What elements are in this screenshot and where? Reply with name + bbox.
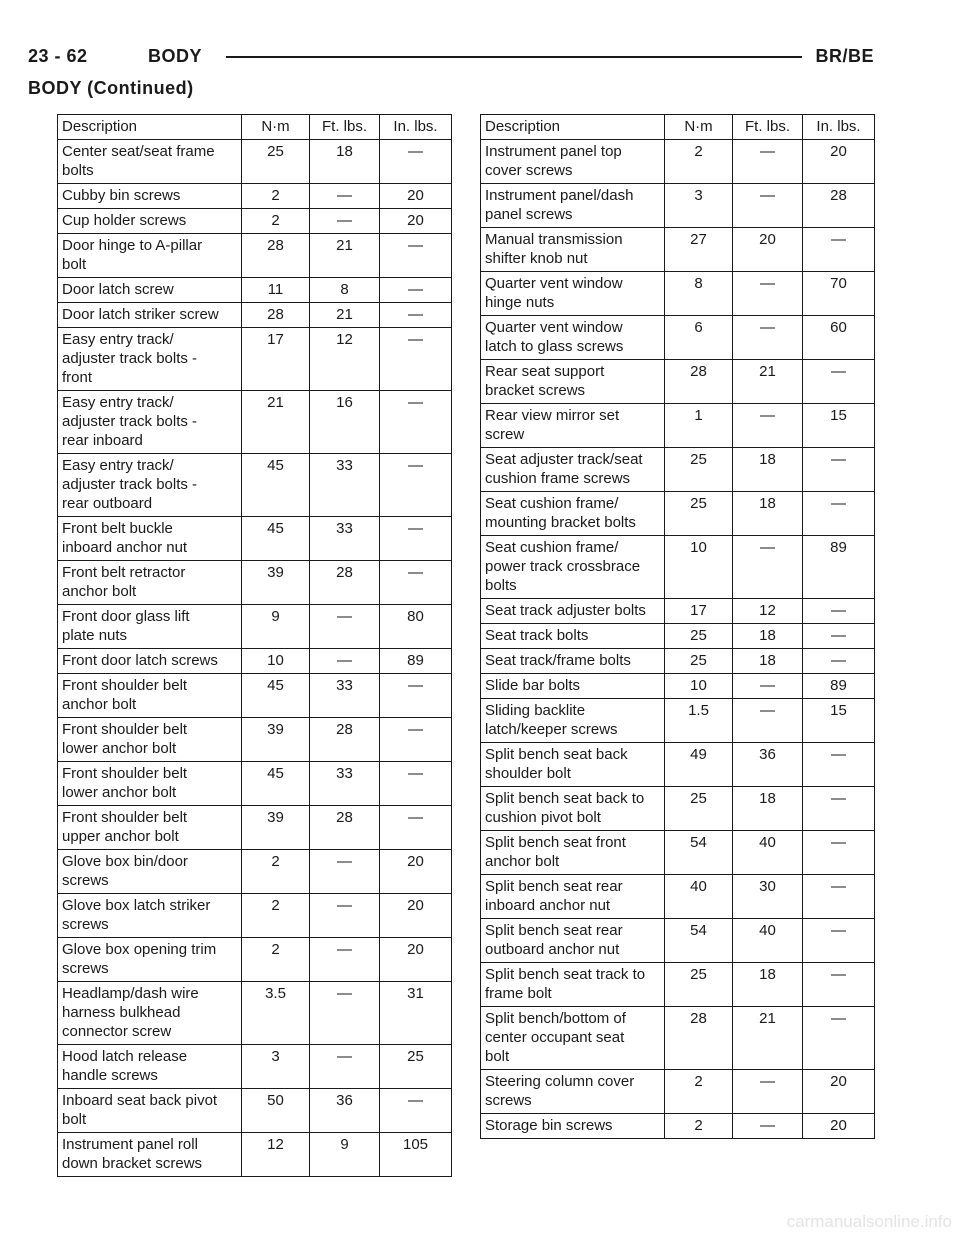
cell-description: Hood latch release handle screws <box>58 1045 242 1089</box>
cell-in-lbs: — <box>803 919 875 963</box>
cell-nm: 1 <box>665 404 733 448</box>
table-row <box>58 718 452 762</box>
column-header-nm: N·m <box>242 115 310 140</box>
cell-nm: 2 <box>242 184 310 209</box>
cell-ft-lbs: 21 <box>733 360 803 404</box>
cell-description: Seat track adjuster bolts <box>481 599 665 624</box>
table-row <box>58 762 452 806</box>
cell-ft-lbs: 30 <box>733 875 803 919</box>
cell-nm: 10 <box>242 649 310 674</box>
cell-nm: 39 <box>242 718 310 762</box>
cell-description: Door latch striker screw <box>58 303 242 328</box>
table-row <box>481 404 875 448</box>
table-row <box>58 894 452 938</box>
model-code: BR/BE <box>815 46 874 66</box>
cell-description: Storage bin screws <box>481 1114 665 1139</box>
table-row <box>481 699 875 743</box>
cell-ft-lbs: 21 <box>310 303 380 328</box>
cell-ft-lbs: — <box>733 536 803 599</box>
cell-in-lbs: — <box>803 649 875 674</box>
cell-ft-lbs: 12 <box>733 599 803 624</box>
cell-description: Split bench seat rear inboard anchor nut <box>481 875 665 919</box>
cell-nm: 3 <box>242 1045 310 1089</box>
cell-ft-lbs: — <box>733 140 803 184</box>
cell-nm: 54 <box>665 919 733 963</box>
cell-in-lbs: — <box>803 963 875 1007</box>
cell-ft-lbs: — <box>310 209 380 234</box>
cell-description: Rear view mirror set screw <box>481 404 665 448</box>
cell-description: Front shoulder belt lower anchor bolt <box>58 762 242 806</box>
cell-ft-lbs: 28 <box>310 806 380 850</box>
cell-description: Glove box opening trim screws <box>58 938 242 982</box>
cell-nm: 25 <box>665 649 733 674</box>
cell-ft-lbs: 28 <box>310 561 380 605</box>
table-row <box>58 649 452 674</box>
cell-nm: 9 <box>242 605 310 649</box>
cell-ft-lbs: 18 <box>733 963 803 1007</box>
cell-description: Front shoulder belt upper anchor bolt <box>58 806 242 850</box>
cell-ft-lbs: — <box>733 1114 803 1139</box>
cell-nm: 2 <box>242 894 310 938</box>
cell-nm: 49 <box>665 743 733 787</box>
table-row <box>58 850 452 894</box>
cell-nm: 28 <box>665 360 733 404</box>
table-row <box>58 1045 452 1089</box>
cell-in-lbs: 31 <box>380 982 452 1045</box>
cell-nm: 11 <box>242 278 310 303</box>
cell-description: Front shoulder belt lower anchor bolt <box>58 718 242 762</box>
cell-in-lbs: — <box>803 228 875 272</box>
table-row <box>481 492 875 536</box>
cell-ft-lbs: — <box>310 894 380 938</box>
column-header-description: Description <box>481 115 665 140</box>
cell-nm: 45 <box>242 454 310 517</box>
cell-in-lbs: 25 <box>380 1045 452 1089</box>
cell-in-lbs: — <box>380 1089 452 1133</box>
cell-nm: 25 <box>665 787 733 831</box>
section-title: BODY <box>148 46 203 66</box>
table-row <box>481 1114 875 1139</box>
cell-description: Cubby bin screws <box>58 184 242 209</box>
cell-description: Sliding backlite latch/keeper screws <box>481 699 665 743</box>
cell-description: Seat cushion frame/ mounting bracket bolts <box>481 492 665 536</box>
cell-description: Inboard seat back pivot bolt <box>58 1089 242 1133</box>
cell-description: Easy entry track/ adjuster track bolts - rear outboard <box>58 454 242 517</box>
cell-ft-lbs: — <box>733 316 803 360</box>
cell-nm: 2 <box>242 209 310 234</box>
table-row <box>58 454 452 517</box>
cell-nm: 28 <box>242 234 310 278</box>
cell-in-lbs: — <box>380 806 452 850</box>
page-number: 23 - 62 <box>28 46 88 66</box>
cell-in-lbs: 60 <box>803 316 875 360</box>
cell-in-lbs: — <box>803 831 875 875</box>
cell-description: Door hinge to A-pillar bolt <box>58 234 242 278</box>
cell-in-lbs: — <box>380 328 452 391</box>
table-row <box>481 1007 875 1070</box>
cell-ft-lbs: 18 <box>733 624 803 649</box>
cell-ft-lbs: 33 <box>310 517 380 561</box>
column-header-nm: N·m <box>665 115 733 140</box>
table-row <box>481 743 875 787</box>
table-header-row <box>58 115 452 140</box>
cell-ft-lbs: 9 <box>310 1133 380 1177</box>
cell-nm: 25 <box>665 963 733 1007</box>
footer-watermark: carmanualsonline.info <box>786 1212 952 1231</box>
cell-description: Split bench seat track to frame bolt <box>481 963 665 1007</box>
cell-description: Front door glass lift plate nuts <box>58 605 242 649</box>
table-row <box>58 1089 452 1133</box>
column-header-ft-lbs: Ft. lbs. <box>733 115 803 140</box>
cell-nm: 2 <box>665 1070 733 1114</box>
table-row <box>481 624 875 649</box>
cell-in-lbs: 20 <box>803 140 875 184</box>
column-header-in-lbs: In. lbs. <box>803 115 875 140</box>
cell-in-lbs: 15 <box>803 699 875 743</box>
table-row <box>58 806 452 850</box>
cell-nm: 1.5 <box>665 699 733 743</box>
cell-description: Front belt retractor anchor bolt <box>58 561 242 605</box>
cell-nm: 21 <box>242 391 310 454</box>
cell-description: Manual transmission shifter knob nut <box>481 228 665 272</box>
cell-ft-lbs: 33 <box>310 762 380 806</box>
column-header-in-lbs: In. lbs. <box>380 115 452 140</box>
cell-nm: 17 <box>665 599 733 624</box>
table-row <box>58 517 452 561</box>
cell-description: Seat adjuster track/seat cushion frame screws <box>481 448 665 492</box>
cell-in-lbs: — <box>803 599 875 624</box>
cell-ft-lbs: — <box>310 605 380 649</box>
cell-description: Headlamp/dash wire harness bulkhead connector screw <box>58 982 242 1045</box>
cell-ft-lbs: — <box>310 850 380 894</box>
table-row <box>58 561 452 605</box>
cell-ft-lbs: 36 <box>310 1089 380 1133</box>
cell-description: Split bench seat rear outboard anchor nut <box>481 919 665 963</box>
cell-in-lbs: — <box>380 762 452 806</box>
cell-description: Glove box latch striker screws <box>58 894 242 938</box>
table-row <box>481 228 875 272</box>
cell-description: Split bench/bottom of center occupant seat bolt <box>481 1007 665 1070</box>
table-header-row <box>481 115 875 140</box>
cell-ft-lbs: 12 <box>310 328 380 391</box>
table-row <box>58 234 452 278</box>
cell-in-lbs: — <box>803 448 875 492</box>
cell-in-lbs: — <box>380 391 452 454</box>
cell-in-lbs: 15 <box>803 404 875 448</box>
cell-in-lbs: 89 <box>380 649 452 674</box>
table-row <box>58 184 452 209</box>
cell-in-lbs: 80 <box>380 605 452 649</box>
cell-ft-lbs: 20 <box>733 228 803 272</box>
cell-in-lbs: 20 <box>803 1114 875 1139</box>
cell-description: Front belt buckle inboard anchor nut <box>58 517 242 561</box>
cell-ft-lbs: 21 <box>733 1007 803 1070</box>
cell-in-lbs: — <box>803 492 875 536</box>
continued-heading: BODY (Continued) <box>28 78 194 98</box>
cell-in-lbs: 89 <box>803 536 875 599</box>
cell-in-lbs: 28 <box>803 184 875 228</box>
table-row <box>481 963 875 1007</box>
cell-description: Seat track bolts <box>481 624 665 649</box>
cell-description: Door latch screw <box>58 278 242 303</box>
cell-ft-lbs: — <box>733 699 803 743</box>
cell-ft-lbs: 18 <box>733 448 803 492</box>
cell-in-lbs: — <box>380 278 452 303</box>
cell-in-lbs: 20 <box>380 894 452 938</box>
table-row <box>481 875 875 919</box>
cell-nm: 28 <box>665 1007 733 1070</box>
cell-ft-lbs: 18 <box>733 787 803 831</box>
cell-ft-lbs: 21 <box>310 234 380 278</box>
cell-description: Front door latch screws <box>58 649 242 674</box>
column-header-ft-lbs: Ft. lbs. <box>310 115 380 140</box>
cell-ft-lbs: 8 <box>310 278 380 303</box>
cell-nm: 3 <box>665 184 733 228</box>
cell-in-lbs: — <box>380 561 452 605</box>
torque-table-left <box>57 114 452 1177</box>
cell-in-lbs: — <box>803 1007 875 1070</box>
table-row <box>58 328 452 391</box>
page-header <box>28 46 874 70</box>
cell-in-lbs: 89 <box>803 674 875 699</box>
table-row <box>481 316 875 360</box>
table-row <box>481 649 875 674</box>
cell-in-lbs: 105 <box>380 1133 452 1177</box>
cell-in-lbs: — <box>803 624 875 649</box>
cell-ft-lbs: — <box>733 404 803 448</box>
table-row <box>58 391 452 454</box>
cell-description: Split bench seat front anchor bolt <box>481 831 665 875</box>
table-row <box>481 184 875 228</box>
cell-description: Easy entry track/ adjuster track bolts - rear inboard <box>58 391 242 454</box>
cell-description: Instrument panel roll down bracket screws <box>58 1133 242 1177</box>
cell-ft-lbs: 18 <box>310 140 380 184</box>
cell-in-lbs: — <box>380 234 452 278</box>
cell-nm: 10 <box>665 674 733 699</box>
cell-description: Easy entry track/ adjuster track bolts - front <box>58 328 242 391</box>
cell-nm: 2 <box>665 1114 733 1139</box>
cell-description: Front shoulder belt anchor bolt <box>58 674 242 718</box>
table-row <box>58 982 452 1045</box>
cell-in-lbs: — <box>380 517 452 561</box>
cell-in-lbs: 20 <box>803 1070 875 1114</box>
table-row <box>58 605 452 649</box>
cell-nm: 2 <box>665 140 733 184</box>
cell-nm: 12 <box>242 1133 310 1177</box>
cell-in-lbs: 20 <box>380 850 452 894</box>
cell-in-lbs: — <box>803 743 875 787</box>
cell-ft-lbs: 18 <box>733 649 803 674</box>
table-row <box>481 272 875 316</box>
cell-in-lbs: — <box>380 718 452 762</box>
table-row <box>58 938 452 982</box>
cell-ft-lbs: — <box>310 982 380 1045</box>
cell-description: Seat cushion frame/ power track crossbrace bolts <box>481 536 665 599</box>
table-row <box>58 278 452 303</box>
cell-in-lbs: — <box>380 454 452 517</box>
cell-nm: 27 <box>665 228 733 272</box>
cell-nm: 40 <box>665 875 733 919</box>
cell-nm: 45 <box>242 674 310 718</box>
cell-ft-lbs: — <box>733 272 803 316</box>
cell-in-lbs: — <box>803 875 875 919</box>
cell-in-lbs: 70 <box>803 272 875 316</box>
cell-description: Quarter vent window hinge nuts <box>481 272 665 316</box>
cell-nm: 3.5 <box>242 982 310 1045</box>
table-row <box>58 1133 452 1177</box>
table-row <box>58 674 452 718</box>
cell-description: Split bench seat back to cushion pivot bolt <box>481 787 665 831</box>
cell-ft-lbs: — <box>310 184 380 209</box>
cell-ft-lbs: 28 <box>310 718 380 762</box>
cell-description: Rear seat support bracket screws <box>481 360 665 404</box>
column-header-description: Description <box>58 115 242 140</box>
cell-nm: 2 <box>242 850 310 894</box>
cell-nm: 25 <box>665 624 733 649</box>
cell-in-lbs: 20 <box>380 209 452 234</box>
cell-ft-lbs: — <box>310 1045 380 1089</box>
table-row <box>481 1070 875 1114</box>
table-row <box>481 140 875 184</box>
cell-description: Instrument panel top cover screws <box>481 140 665 184</box>
cell-ft-lbs: 33 <box>310 674 380 718</box>
cell-description: Center seat/seat frame bolts <box>58 140 242 184</box>
table-row <box>481 360 875 404</box>
cell-in-lbs: — <box>380 674 452 718</box>
cell-nm: 28 <box>242 303 310 328</box>
cell-nm: 39 <box>242 561 310 605</box>
cell-in-lbs: — <box>380 140 452 184</box>
table-row <box>58 303 452 328</box>
cell-in-lbs: 20 <box>380 938 452 982</box>
cell-description: Seat track/frame bolts <box>481 649 665 674</box>
cell-ft-lbs: — <box>310 938 380 982</box>
cell-ft-lbs: — <box>733 184 803 228</box>
cell-nm: 10 <box>665 536 733 599</box>
table-row <box>58 209 452 234</box>
cell-ft-lbs: 16 <box>310 391 380 454</box>
cell-ft-lbs: 33 <box>310 454 380 517</box>
cell-ft-lbs: 18 <box>733 492 803 536</box>
cell-nm: 2 <box>242 938 310 982</box>
cell-description: Steering column cover screws <box>481 1070 665 1114</box>
table-row <box>481 787 875 831</box>
cell-in-lbs: — <box>803 360 875 404</box>
cell-description: Glove box bin/door screws <box>58 850 242 894</box>
cell-nm: 6 <box>665 316 733 360</box>
cell-ft-lbs: — <box>733 1070 803 1114</box>
cell-description: Quarter vent window latch to glass screws <box>481 316 665 360</box>
cell-ft-lbs: — <box>310 649 380 674</box>
cell-nm: 45 <box>242 762 310 806</box>
table-row <box>481 674 875 699</box>
cell-description: Slide bar bolts <box>481 674 665 699</box>
cell-nm: 17 <box>242 328 310 391</box>
cell-in-lbs: — <box>803 787 875 831</box>
cell-description: Cup holder screws <box>58 209 242 234</box>
cell-nm: 54 <box>665 831 733 875</box>
cell-nm: 25 <box>665 492 733 536</box>
cell-nm: 45 <box>242 517 310 561</box>
table-row <box>481 448 875 492</box>
cell-nm: 25 <box>665 448 733 492</box>
cell-ft-lbs: 40 <box>733 919 803 963</box>
cell-nm: 8 <box>665 272 733 316</box>
table-row <box>481 599 875 624</box>
cell-ft-lbs: — <box>733 674 803 699</box>
cell-in-lbs: — <box>380 303 452 328</box>
cell-nm: 25 <box>242 140 310 184</box>
table-row <box>481 919 875 963</box>
cell-ft-lbs: 40 <box>733 831 803 875</box>
cell-nm: 50 <box>242 1089 310 1133</box>
table-row <box>481 831 875 875</box>
table-row <box>481 536 875 599</box>
cell-description: Instrument panel/dash panel screws <box>481 184 665 228</box>
table-row <box>58 140 452 184</box>
torque-table-right <box>480 114 875 1139</box>
cell-nm: 39 <box>242 806 310 850</box>
header-rule <box>226 56 802 58</box>
cell-ft-lbs: 36 <box>733 743 803 787</box>
cell-description: Split bench seat back shoulder bolt <box>481 743 665 787</box>
cell-in-lbs: 20 <box>380 184 452 209</box>
